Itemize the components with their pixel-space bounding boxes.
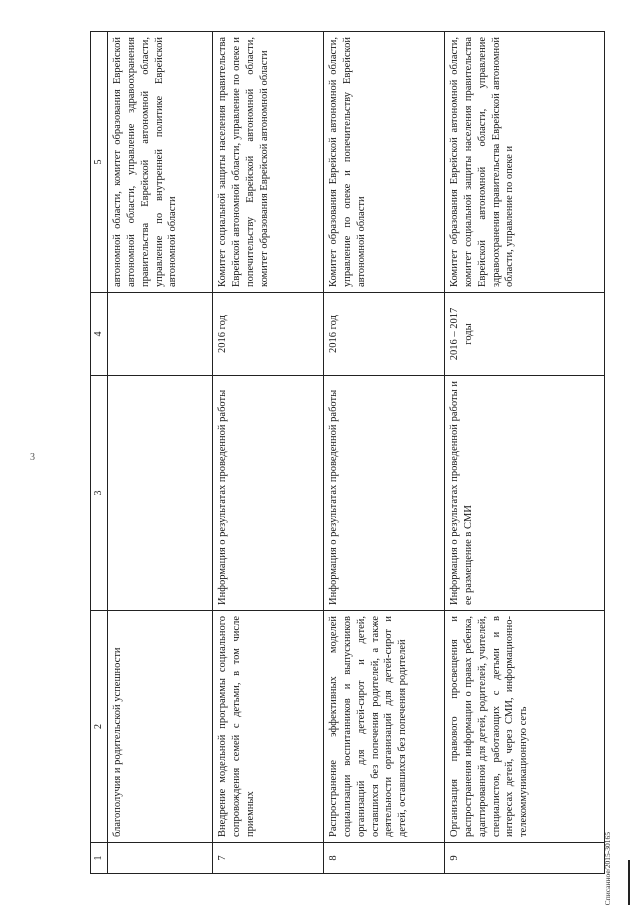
row-number bbox=[108, 843, 213, 874]
row-number: 8 bbox=[324, 843, 445, 874]
table-row bbox=[445, 32, 605, 874]
date-cell: 2016 – 2017 годы bbox=[445, 293, 605, 376]
result-cell: Информация о результатах проведенной работы и ее размещение в СМИ bbox=[445, 376, 605, 611]
scan-edge-mark bbox=[628, 860, 630, 905]
header-cell: 4 bbox=[91, 293, 108, 376]
row-number: 7 bbox=[213, 843, 324, 874]
executor-cell: Комитет образования Еврейской автономной области, комитет социальной защиты населения правительства Еврейской автономной области, управление здравоохранения правительства Еврейской автономной области, управление по опеке и bbox=[445, 32, 605, 293]
table-row bbox=[108, 32, 213, 874]
header-cell: 2 bbox=[91, 611, 108, 843]
header-cell: 3 bbox=[91, 376, 108, 611]
page-number: 3 bbox=[30, 452, 35, 463]
rotated-table-container bbox=[90, 32, 605, 874]
result-cell bbox=[108, 376, 213, 611]
executor-cell: автономной области, комитет образования Еврейской автономной области, управление здравоохранения правительства Еврейской автономной области, управление по внутренней политике Еврейской автономной области bbox=[108, 32, 213, 293]
executor-cell: Комитет образования Еврейской автономной области, управление по опеке и попечительству Еврейской автономной области bbox=[324, 32, 445, 293]
date-cell bbox=[108, 293, 213, 376]
row-number: 9 bbox=[445, 843, 605, 874]
action-cell: Распространение эффективных моделей социализации воспитанников и выпускников организаций для детей-сирот и детей, оставшихся без попечения родителей, а также деятельности организаций для детей-сирот и детей, оставшихся без попечения родителей bbox=[324, 611, 445, 843]
action-cell: благополучия и родительской успешности bbox=[108, 611, 213, 843]
table-row bbox=[324, 32, 445, 874]
executor-cell: Комитет социальной защиты населения правительства Еврейской автономной области, управление по опеке и попечительству Еврейской автономной области, комитет образования Еврейской автономной области bbox=[213, 32, 324, 293]
header-row bbox=[91, 32, 108, 874]
action-cell: Организация правового просвещения и распространения информации о правах ребенка, адаптированной для детей, родителей, учителей, специалистов, работающих с детьми и в интересах детей, через СМИ, информационно-телекоммуникационную сеть bbox=[445, 611, 605, 843]
plan-table bbox=[90, 31, 605, 874]
result-cell: Информация о результатах проведенной работы bbox=[324, 376, 445, 611]
footer-stamp: Списанное/2015-30165 bbox=[603, 832, 612, 905]
date-cell: 2016 год bbox=[324, 293, 445, 376]
date-cell: 2016 год bbox=[213, 293, 324, 376]
header-cell: 1 bbox=[91, 843, 108, 874]
action-cell: Внедрение модельной программы социального сопровождения семей с детьми, в том числе приемных bbox=[213, 611, 324, 843]
header-cell: 5 bbox=[91, 32, 108, 293]
table-row bbox=[213, 32, 324, 874]
document-table-frame bbox=[90, 32, 605, 874]
result-cell: Информация о результатах проведенной работы bbox=[213, 376, 324, 611]
